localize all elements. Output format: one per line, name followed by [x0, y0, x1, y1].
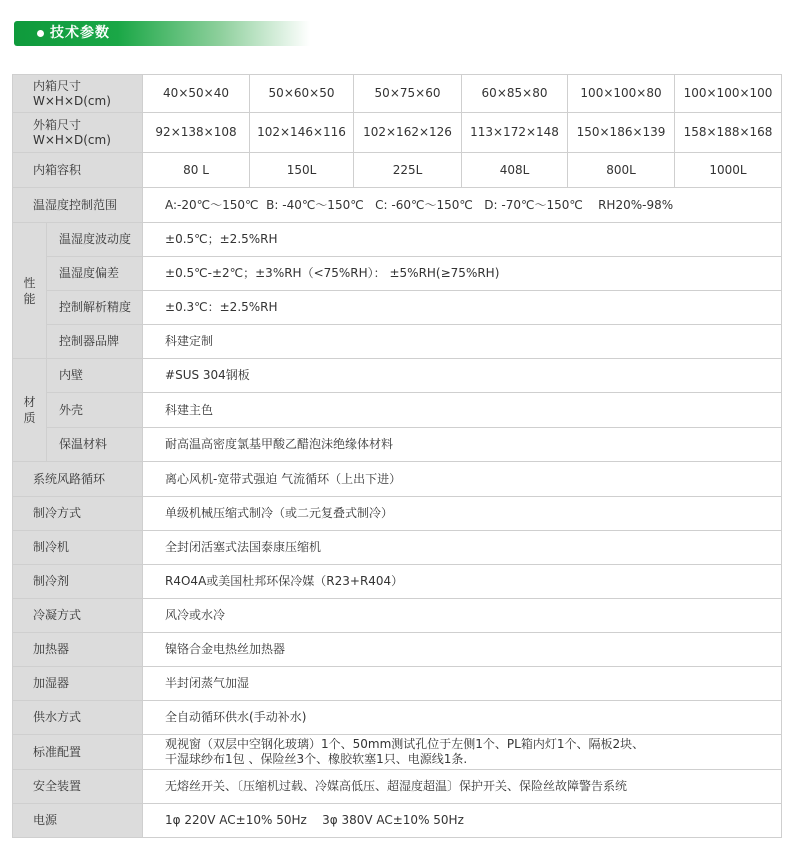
cell-value: 100×100×100 — [675, 75, 782, 113]
table-row — [13, 531, 782, 565]
cell-value: 158×188×168 — [675, 113, 782, 153]
table-row-performance — [13, 257, 782, 291]
row-label: 内箱尺寸 W×H×D(cm) — [13, 75, 143, 113]
table-row — [13, 565, 782, 599]
cell-value: A:-20℃～150℃ B: -40℃～150℃ C: -60℃～150℃ D: -70℃～150℃ RH20%-98% — [143, 188, 782, 223]
cell-value: 60×85×80 — [462, 75, 568, 113]
bullet-dot-icon — [37, 30, 44, 37]
row-label: 外壳 — [47, 393, 143, 428]
row-label: 系统风路循环 — [13, 462, 143, 497]
cell-value: 225L — [354, 153, 462, 188]
table-row-outer-size — [13, 113, 782, 153]
section-header-banner — [14, 21, 310, 46]
cell-value: 科建定制 — [143, 325, 782, 359]
cell-value: #SUS 304钢板 — [143, 359, 782, 393]
cell-value: 100×100×80 — [568, 75, 675, 113]
table-row — [13, 497, 782, 531]
table-row-power — [13, 804, 782, 838]
table-row-standard-config — [13, 735, 782, 770]
row-label: 供水方式 — [13, 701, 143, 735]
cell-value: 1000L — [675, 153, 782, 188]
table-row — [13, 462, 782, 497]
row-label: 冷凝方式 — [13, 599, 143, 633]
table-row-material — [13, 393, 782, 428]
table-row-material — [13, 428, 782, 462]
table-row — [13, 701, 782, 735]
row-label: 加热器 — [13, 633, 143, 667]
cell-value: 92×138×108 — [143, 113, 250, 153]
cell-value: 800L — [568, 153, 675, 188]
cell-value: 408L — [462, 153, 568, 188]
cell-value: ±0.5℃；±2.5%RH — [143, 223, 782, 257]
cell-value: 102×162×126 — [354, 113, 462, 153]
table-row-safety — [13, 770, 782, 804]
table-row — [13, 599, 782, 633]
row-label: 温湿度波动度 — [47, 223, 143, 257]
table-row — [13, 633, 782, 667]
cell-value: 全自动循环供水(手动补水) — [143, 701, 782, 735]
cell-value: 102×146×116 — [250, 113, 354, 153]
cell-value: 科建主色 — [143, 393, 782, 428]
row-label: 内箱容积 — [13, 153, 143, 188]
cell-value: 50×75×60 — [354, 75, 462, 113]
cell-value: 镍铬合金电热丝加热器 — [143, 633, 782, 667]
row-label: 温湿度偏差 — [47, 257, 143, 291]
table-row-inner-size — [13, 75, 782, 113]
row-label: 安全装置 — [13, 770, 143, 804]
row-label: 制冷剂 — [13, 565, 143, 599]
cell-value: 单级机械压缩式制冷（或二元复叠式制冷） — [143, 497, 782, 531]
cell-value: 50×60×50 — [250, 75, 354, 113]
cell-value: 风冷或水冷 — [143, 599, 782, 633]
cell-value: 离心风机-宽带式强迫 气流循环（上出下进） — [143, 462, 782, 497]
cell-value: 1φ 220V AC±10% 50Hz 3φ 380V AC±10% 50Hz — [143, 804, 782, 838]
row-label: 保温材料 — [47, 428, 143, 462]
table-row-temp-range — [13, 188, 782, 223]
row-label: 控制解析精度 — [47, 291, 143, 325]
cell-value: R4O4A或美国杜邦环保冷媒（R23+R404） — [143, 565, 782, 599]
row-label: 标准配置 — [13, 735, 143, 770]
row-label: 加湿器 — [13, 667, 143, 701]
cell-value: 观视窗（双层中空钢化玻璃）1个、50mm测试孔位于左侧1个、PL箱内灯1个、隔板2块、 干湿球纱布1包 、保险丝3个、橡胶软塞1只、电源线1条. — [143, 735, 782, 770]
cell-value: 无熔丝开关、〔压缩机过载、冷媒高低压、超湿度超温〕保护开关、保险丝故障警告系统 — [143, 770, 782, 804]
cell-value: 113×172×148 — [462, 113, 568, 153]
row-label: 外箱尺寸 W×H×D(cm) — [13, 113, 143, 153]
cell-value: ±0.5℃-±2℃；±3%RH（<75%RH）： ±5%RH(≥75%RH) — [143, 257, 782, 291]
row-label: 控制器品牌 — [47, 325, 143, 359]
cell-value: 全封闭活塞式法国泰康压缩机 — [143, 531, 782, 565]
row-label: 温湿度控制范围 — [13, 188, 143, 223]
group-label-performance: 性 能 — [13, 223, 47, 359]
cell-value: 150×186×139 — [568, 113, 675, 153]
row-label: 内壁 — [47, 359, 143, 393]
row-label: 制冷机 — [13, 531, 143, 565]
table-row — [13, 667, 782, 701]
cell-value: 耐高温高密度氯基甲酸乙醋泡沫绝缘体材料 — [143, 428, 782, 462]
group-label-material: 材 质 — [13, 359, 47, 462]
table-row-material — [13, 359, 782, 393]
row-label: 电源 — [13, 804, 143, 838]
table-row-performance — [13, 291, 782, 325]
cell-value: 半封闭蒸气加湿 — [143, 667, 782, 701]
cell-value: 80 L — [143, 153, 250, 188]
cell-value: ±0.3℃：±2.5%RH — [143, 291, 782, 325]
table-row-volume — [13, 153, 782, 188]
table-row-performance — [13, 325, 782, 359]
cell-value: 150L — [250, 153, 354, 188]
table-row-performance — [13, 223, 782, 257]
cell-value: 40×50×40 — [143, 75, 250, 113]
row-label: 制冷方式 — [13, 497, 143, 531]
section-title: 技术参数 — [50, 25, 110, 41]
spec-table — [12, 74, 782, 838]
